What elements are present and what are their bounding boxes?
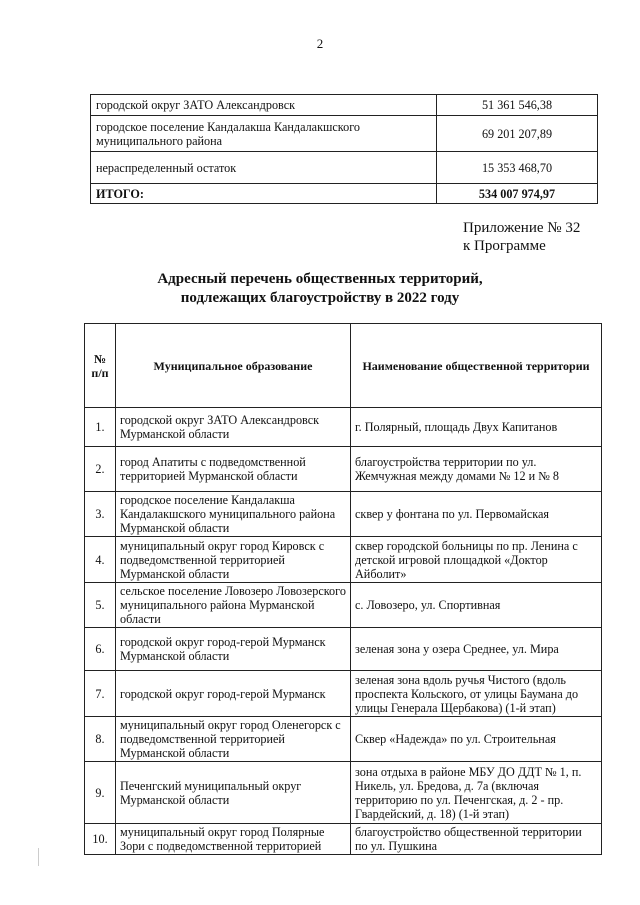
row-number: 7. [85,671,116,717]
table-row [85,583,602,628]
list-title-line-1: Адресный перечень общественных территорий, [157,271,483,287]
appendix-number: Приложение № 32 [463,220,581,236]
municipality-cell: городское поселение Кандалакша Кандалакшского муниципального района [91,116,437,152]
municipality-cell: Печенгский муниципальный округ Мурманской области [116,762,351,824]
municipality-cell: муниципальный округ город Полярные Зори с подведомственной территорией [116,824,351,855]
page-number: 2 [316,36,324,51]
row-number: 2. [85,447,116,492]
table-row [91,116,598,152]
table-row [85,447,602,492]
table-row [85,824,602,855]
row-number: 8. [85,717,116,762]
municipality-cell: городской округ ЗАТО Александровск [91,95,437,116]
territory-cell: благоустройство общественной территории по ул. Пушкина [351,824,602,855]
table-row [85,628,602,671]
territory-cell: Сквер «Надежда» по ул. Строительная [351,717,602,762]
table-row [85,717,602,762]
row-number: 4. [85,537,116,583]
row-number: 6. [85,628,116,671]
header-num: № п/п [85,324,116,408]
municipality-cell: нераспределенный остаток [91,152,437,184]
amount-cell: 51 361 546,38 [437,95,598,116]
municipality-cell: городской округ город-герой Мурманск [116,671,351,717]
row-number: 10. [85,824,116,855]
table-row [91,95,598,116]
municipality-cell: муниципальный округ город Оленегорск с подведомственной территорией Мурманской области [116,717,351,762]
territory-cell: сквер у фонтана по ул. Первомайская [351,492,602,537]
row-number: 1. [85,408,116,447]
appendix-header [463,219,580,255]
municipality-cell: сельское поселение Ловозеро Ловозерского муниципального района Мурманской области [116,583,351,628]
table-row [85,408,602,447]
municipality-cell: город Апатиты с подведомственной территорией Мурманской области [116,447,351,492]
list-title [0,270,640,308]
table-row [91,152,598,184]
territories-table [84,323,602,855]
total-row [91,184,598,204]
territory-cell: благоустройства территории по ул. Жемчужная между домами № 12 и № 8 [351,447,602,492]
total-label: ИТОГО: [91,184,437,204]
funding-summary-table [90,94,598,204]
list-title-line-2: подлежащих благоустройству в 2022 году [180,290,460,306]
municipality-cell: муниципальный округ город Кировск с подведомственной территорией Мурманской области [116,537,351,583]
municipality-cell: городской округ ЗАТО Александровск Мурманской области [116,408,351,447]
table-header-row [85,324,602,408]
territory-cell: зеленая зона вдоль ручья Чистого (вдоль проспекта Кольского, от улицы Баумана до улицы Генерала Щербакова) (1-й этап) [351,671,602,717]
table-row [85,492,602,537]
row-number: 3. [85,492,116,537]
territory-cell: зона отдыха в районе МБУ ДО ДДТ № 1, п. Никель, ул. Бредова, д. 7а (включая территорию по ул. Печенгская, д. 2 - пр. Гвардейский, д. 18) (1-й этап) [351,762,602,824]
territory-cell: с. Ловозеро, ул. Спортивная [351,583,602,628]
header-municipality: Муниципальное образование [116,324,351,408]
row-number: 9. [85,762,116,824]
scan-artifact [38,848,39,866]
territory-cell: зеленая зона у озера Среднее, ул. Мира [351,628,602,671]
row-number: 5. [85,583,116,628]
table-row [85,537,602,583]
header-territory: Наименование общественной территории [351,324,602,408]
amount-cell: 69 201 207,89 [437,116,598,152]
municipality-cell: городской округ город-герой Мурманск Мурманской области [116,628,351,671]
territory-cell: сквер городской больницы по пр. Ленина с детской игровой площадкой «Доктор Айболит» [351,537,602,583]
table-row [85,762,602,824]
table-row [85,671,602,717]
territory-cell: г. Полярный, площадь Двух Капитанов [351,408,602,447]
municipality-cell: городское поселение Кандалакша Кандалакшского муниципального района Мурманской области [116,492,351,537]
appendix-reference: к Программе [463,238,546,254]
total-amount: 534 007 974,97 [437,184,598,204]
amount-cell: 15 353 468,70 [437,152,598,184]
